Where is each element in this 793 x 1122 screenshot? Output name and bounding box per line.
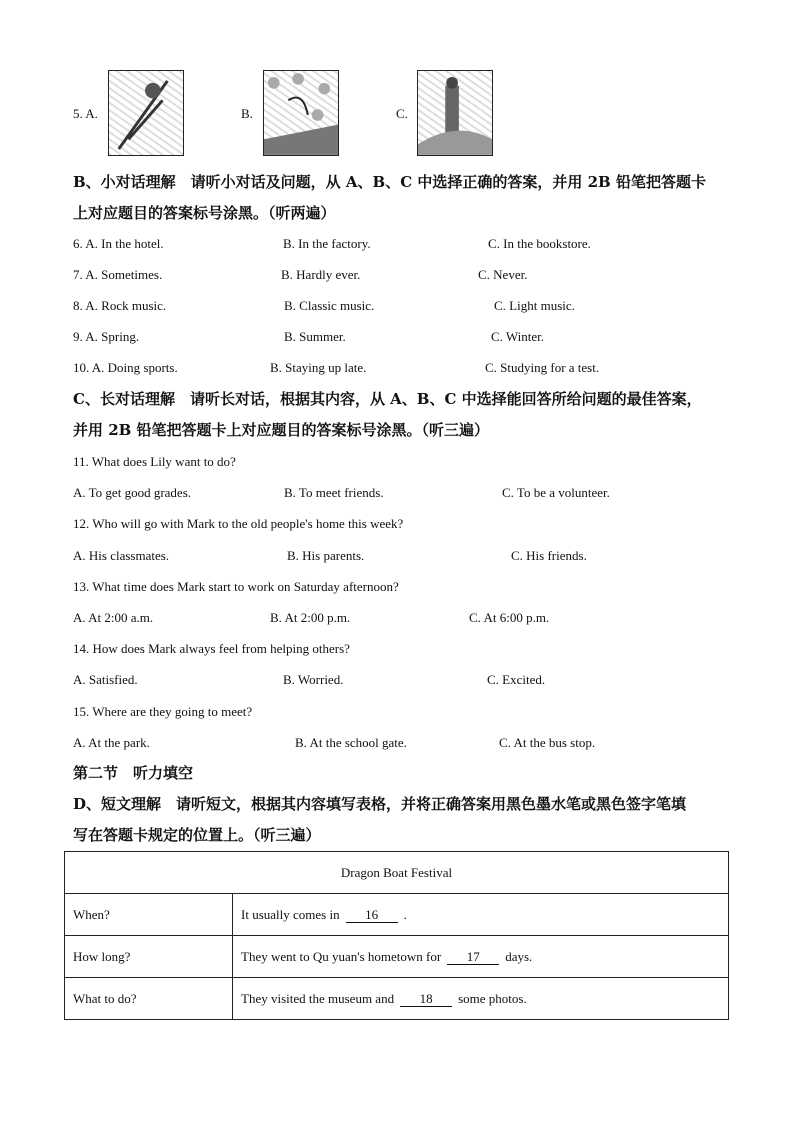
q13-option-a: A. At 2:00 a.m. [73, 610, 154, 625]
q15-option-a: A. At the park. [73, 735, 150, 750]
q11-option-c: C. To be a volunteer. [502, 485, 610, 500]
option-c-image [417, 70, 493, 156]
q7-option-a: 7. A. Sometimes. [73, 267, 163, 282]
table-row [65, 936, 729, 978]
fill-in-table [64, 851, 729, 1020]
row-text-end: some photos. [458, 990, 527, 1006]
q8-option-b: B. Classic music. [284, 298, 375, 313]
row-text-end: days. [505, 948, 533, 964]
q12-text: 12. Who will go with Mark to the old people's home this week? [73, 516, 404, 531]
q8-option-a: 8. A. Rock music. [73, 298, 167, 313]
row-label: What to do? [65, 978, 233, 1020]
q9-option-b: B. Summer. [284, 329, 346, 344]
answer-blank-16[interactable]: 16 [346, 908, 398, 923]
q14-text: 14. How does Mark always feel from helping others? [73, 641, 350, 656]
section-d-heading: D、短文理解 请听短文，根据其内容填写表格，并将正确答案用黑色墨水笔或黑色签字笔填 [73, 795, 687, 813]
option-a-image [108, 70, 184, 156]
q10-option-c: C. Studying for a test. [485, 360, 600, 375]
answer-blank-17[interactable]: 17 [447, 950, 499, 965]
q7-option-c: C. Never. [478, 267, 528, 282]
q12-option-b: B. His parents. [287, 548, 365, 563]
q12-option-a: A. His classmates. [73, 548, 170, 563]
q6-option-c: C. In the bookstore. [488, 236, 591, 251]
row-label: How long? [65, 936, 233, 978]
q14-option-c: C. Excited. [487, 672, 546, 687]
q9-option-a: 9. A. Spring. [73, 329, 140, 344]
q15-option-b: B. At the school gate. [295, 735, 407, 750]
q11-option-b: B. To meet friends. [284, 485, 384, 500]
q11-option-a: A. To get good grades. [73, 485, 191, 500]
section-c-heading-cont: 并用 2B 铅笔把答题卡上对应题目的答案标号涂黑。（听三遍） [73, 421, 490, 439]
q7-option-b: B. Hardly ever. [281, 267, 361, 282]
q6-option-a: 6. A. In the hotel. [73, 236, 164, 251]
answer-blank-18[interactable]: 18 [400, 992, 452, 1007]
table-title: Dragon Boat Festival [65, 852, 729, 894]
q6-option-b: B. In the factory. [283, 236, 371, 251]
table-row [65, 978, 729, 1020]
table-row [65, 894, 729, 936]
q5-option-b-label: B. [241, 106, 253, 121]
section-d-heading-cont: 写在答题卡规定的位置上。（听三遍） [73, 826, 321, 844]
q15-option-c: C. At the bus stop. [499, 735, 596, 750]
section-c-heading: C、长对话理解 请听长对话，根据其内容，从 A、B、C 中选择能回答所给问题的最佳答案， [73, 390, 702, 408]
part-two-heading: 第二节 听力填空 [73, 764, 194, 782]
q15-text: 15. Where are they going to meet? [73, 704, 253, 719]
q8-option-c: C. Light music. [494, 298, 575, 313]
section-b-heading: B、小对话理解 请听小对话及问题，从 A、B、C 中选择正确的答案，并用 2B 铅笔把答题卡 [73, 173, 706, 191]
q14-option-b: B. Worried. [283, 672, 344, 687]
row-text: They visited the museum and [241, 990, 395, 1006]
section-b-heading-cont: 上对应题目的答案标号涂黑。（听两遍） [73, 204, 336, 222]
q10-option-a: 10. A. Doing sports. [73, 360, 178, 375]
q13-option-c: C. At 6:00 p.m. [469, 610, 550, 625]
q5-option-c-label: C. [396, 106, 408, 121]
q9-option-c: C. Winter. [491, 329, 545, 344]
q5-label: 5. A. [73, 106, 98, 121]
row-text-end: . [403, 906, 407, 922]
option-b-image [263, 70, 339, 156]
q12-option-c: C. His friends. [511, 548, 587, 563]
q11-text: 11. What does Lily want to do? [73, 454, 236, 469]
row-text: It usually comes in [241, 906, 340, 922]
q13-text: 13. What time does Mark start to work on Saturday afternoon? [73, 579, 399, 594]
q14-option-a: A. Satisfied. [73, 672, 138, 687]
row-text: They went to Qu yuan's hometown for [241, 948, 442, 964]
q13-option-b: B. At 2:00 p.m. [270, 610, 351, 625]
q10-option-b: B. Staying up late. [270, 360, 367, 375]
row-label: When? [65, 894, 233, 936]
